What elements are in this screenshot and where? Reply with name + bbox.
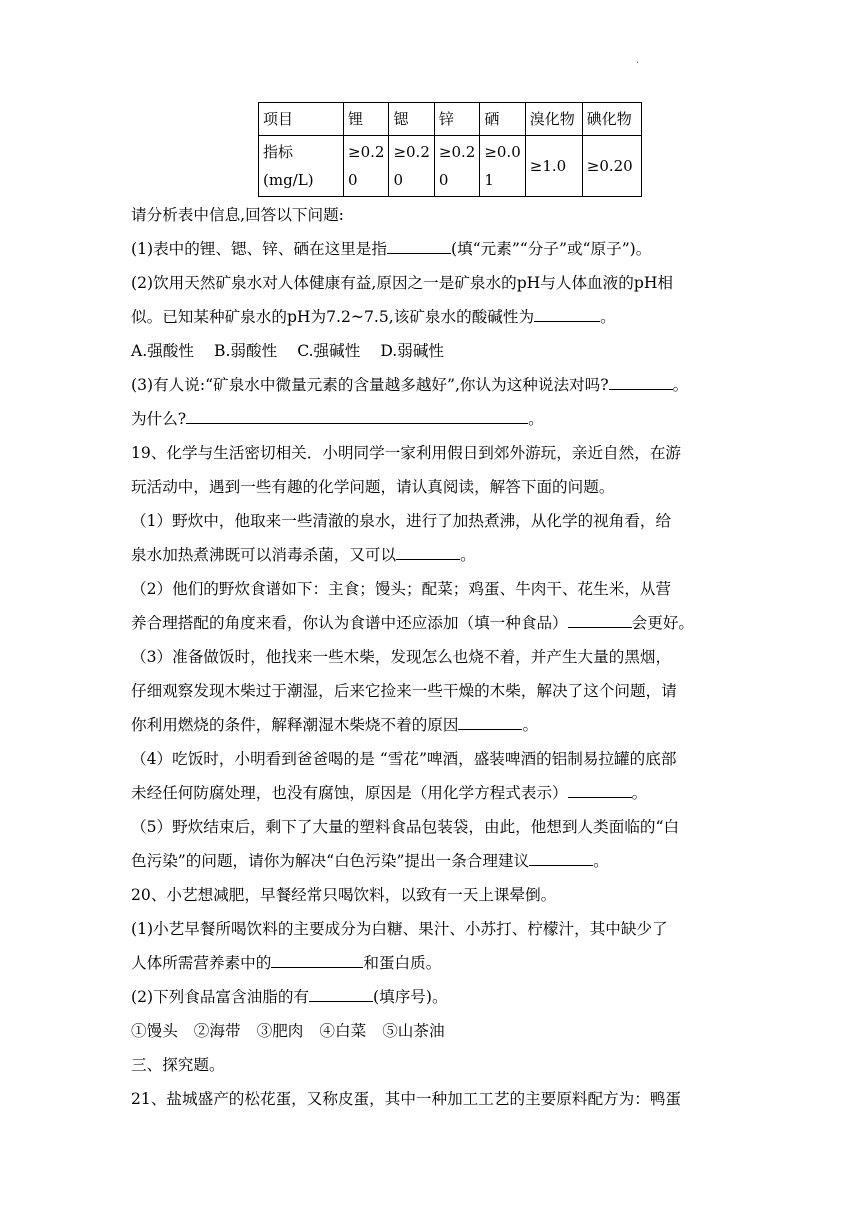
value-cell (389, 136, 434, 197)
text-line (131, 744, 676, 774)
value-cell (582, 136, 641, 197)
value-line: ≥1.0 (529, 157, 567, 175)
value-line: 0 (438, 171, 449, 189)
question-line (131, 982, 448, 1012)
line-text: 泉水加热煮沸既可以消毒杀菌，又可以 (131, 546, 397, 564)
line-tail: (填“元素”“分子”或“原子”)。 (451, 240, 652, 258)
answer-blank[interactable] (396, 542, 460, 560)
answer-blank[interactable] (186, 406, 528, 424)
line-text: (2)下列食品富含油脂的有 (131, 988, 310, 1006)
line-text: 20、小艺想减肥，早餐经常只喝饮料，以致有一天上课晕倒。 (131, 886, 557, 904)
text-line (131, 812, 679, 842)
header-cell: 硒 (480, 103, 525, 136)
line-text: 三、探究题。 (131, 1056, 225, 1074)
value-line: 0 (393, 171, 403, 189)
line-tail: 。 (672, 376, 689, 394)
line-text: （3）准备做饭时，他找来一些木柴，发现怎么也烧不着，并产生大量的黑烟， (131, 648, 672, 666)
text-line (131, 438, 681, 468)
question-line (131, 948, 441, 978)
value-line: ≥0.2 (438, 143, 476, 161)
question-line (131, 608, 694, 638)
question-line (131, 540, 476, 570)
line-text: 人体所需营养素中的 (131, 954, 272, 972)
value-line: 0 (348, 171, 358, 189)
value-line: 1 (484, 171, 494, 189)
line-text: 为什么? (131, 410, 187, 428)
text-line (131, 1084, 681, 1114)
value-cell (525, 136, 582, 197)
line-tail: 。 (528, 410, 544, 428)
answer-blank[interactable] (609, 372, 673, 390)
line-text: 似。已知某种矿泉水的pH为7.2~7.5,该矿泉水的酸碱性为 (131, 308, 535, 326)
question-line (131, 302, 616, 332)
value-line: ≥0.2 (393, 143, 430, 161)
line-text: 你利用燃烧的条件，解释潮湿木柴烧不着的原因 (131, 716, 459, 734)
option-text: A.强酸性 (131, 342, 194, 360)
answer-blank[interactable] (271, 950, 363, 968)
text-line (131, 880, 556, 910)
question-line (131, 404, 544, 434)
answer-blank[interactable] (529, 848, 593, 866)
options-line (131, 1016, 445, 1046)
line-text: (2)饮用天然矿泉水对人体健康有益,原因之一是矿泉水的pH与人体血液的pH相 (131, 274, 674, 292)
option-text: ①馒头 (131, 1022, 178, 1040)
question-line (131, 234, 651, 264)
answer-blank[interactable] (568, 610, 632, 628)
line-tail: 。 (593, 852, 609, 870)
line-text: 仔细观察发现木柴过于潮湿，后来它捡来一些干燥的木柴，解决了这个问题，请 (131, 682, 677, 700)
header-cell: 项目 (259, 103, 344, 136)
line-tail: 会更好。 (631, 614, 695, 632)
value-line: ≥0.0 (484, 143, 521, 161)
value-line: ≥0.20 (586, 157, 633, 175)
answer-blank[interactable] (534, 304, 600, 322)
line-text: （2）他们的野炊食谱如下：主食；馒头；配菜；鸡蛋、牛肉干、花生米，从营 (131, 580, 672, 598)
table-header-row (259, 103, 642, 136)
value-cell (344, 136, 389, 197)
row-label-line: 指标 (263, 143, 294, 161)
table-row (259, 136, 642, 197)
options-line (131, 336, 444, 366)
option-text: C.强碱性 (297, 342, 361, 360)
line-tail: (填序号)。 (373, 988, 448, 1006)
option-text: D.弱碱性 (380, 342, 445, 360)
header-cell: 锌 (434, 103, 479, 136)
text-line (131, 574, 671, 604)
section-heading (131, 1050, 225, 1080)
line-tail: 和蛋白质。 (363, 954, 442, 972)
option-text: B.弱酸性 (214, 342, 278, 360)
text-line (131, 200, 344, 230)
header-cell: 锂 (344, 103, 389, 136)
line-text: 21、盐城盛产的松花蛋，又称皮蛋，其中一种加工工艺的主要原料配方为：鸭蛋 (131, 1090, 682, 1108)
answer-blank[interactable] (458, 712, 522, 730)
option-text: ③肥肉 (256, 1022, 304, 1040)
text-line (131, 642, 671, 672)
line-tail: 。 (631, 784, 648, 802)
line-tail: 。 (600, 308, 616, 326)
mineral-water-table (258, 102, 642, 197)
line-text: （4）吃饭时，小明看到爸爸喝的是 “雪花”啤酒，盛装啤酒的铝制易拉罐的底部 (131, 750, 677, 768)
line-text: （5）野炊结束后，剩下了大量的塑料食品包装袋，由此，他想到人类面临的“白 (131, 818, 680, 836)
option-text: ⑤山茶油 (382, 1022, 445, 1040)
question-line (131, 710, 538, 740)
line-text: 玩活动中，遇到一些有趣的化学问题，请认真阅读，解答下面的问题。 (131, 478, 615, 496)
value-cell (480, 136, 525, 197)
top-dot-mark: · (636, 58, 640, 69)
text-line (131, 472, 614, 502)
line-tail: 。 (522, 716, 539, 734)
line-text: (1)表中的锂、锶、锌、硒在这里是指 (131, 240, 387, 258)
value-cell (434, 136, 479, 197)
question-line (131, 370, 688, 400)
question-line (131, 846, 609, 876)
row-label-cell (259, 136, 344, 197)
answer-blank[interactable] (387, 236, 451, 254)
text-line (131, 506, 671, 536)
question-line (131, 778, 647, 808)
header-cell: 碘化物 (582, 103, 641, 136)
answer-blank[interactable] (568, 780, 632, 798)
text-line (131, 268, 673, 298)
line-tail: 。 (460, 546, 476, 564)
answer-blank[interactable] (309, 984, 373, 1002)
value-line: ≥0.2 (348, 143, 385, 161)
option-text: ②海带 (193, 1022, 241, 1040)
header-cell: 锶 (389, 103, 434, 136)
line-text: 未经任何防腐处理，也没有腐蚀，原因是（用化学方程式表示） (131, 784, 568, 802)
line-text: 19、化学与生活密切相关．小明同学一家利用假日到郊外游玩，亲近自然，在游 (131, 444, 682, 462)
option-text: ④白菜 (319, 1022, 367, 1040)
text-line (131, 914, 668, 944)
row-label-line: (mg/L) (263, 171, 314, 189)
header-cell: 溴化物 (525, 103, 582, 136)
line-text: 养合理搭配的角度来看，你认为食谱中还应添加（填一种食品） (131, 614, 568, 632)
line-text: 请分析表中信息,回答以下问题: (131, 206, 344, 224)
text-line (131, 676, 677, 706)
line-text: (3)有人说:“矿泉水中微量元素的含量越多越好”,你认为这种说法对吗? (131, 376, 609, 394)
line-text: (1)小艺早餐所喝饮料的主要成分为白糖、果汁、小苏打、柠檬汁，其中缺少了 (131, 920, 668, 938)
line-text: （1）野炊中，他取来一些清澈的泉水，进行了加热煮沸，从化学的视角看，给 (131, 512, 672, 530)
line-text: 色污染”的问题，请你为解决“白色污染”提出一条合理建议 (131, 852, 530, 870)
